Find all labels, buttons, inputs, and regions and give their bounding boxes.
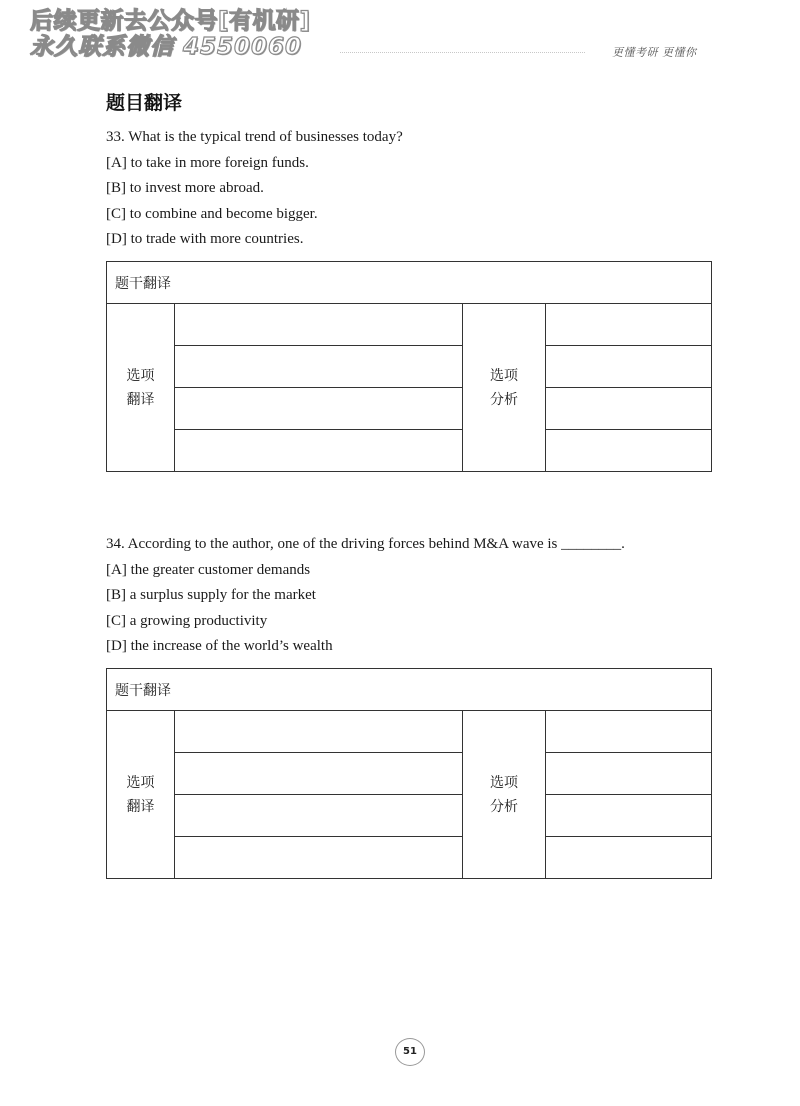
translation-answer-cell[interactable] bbox=[175, 304, 463, 346]
translation-table-34 bbox=[106, 668, 712, 879]
options-translation-label: 选项 翻译 bbox=[107, 711, 175, 879]
option-b: [B] a surplus supply for the market bbox=[106, 587, 316, 603]
analysis-answer-cell[interactable] bbox=[546, 346, 712, 388]
option-a: [A] the greater customer demands bbox=[106, 561, 311, 578]
translation-answer-cell[interactable] bbox=[175, 795, 463, 837]
page-number: 51 bbox=[395, 1038, 425, 1066]
header-divider bbox=[340, 52, 585, 53]
option-d: [D] the increase of the world’s wealth bbox=[106, 638, 333, 654]
option-c: [C] to combine and become bigger. bbox=[106, 205, 318, 222]
analysis-answer-cell[interactable] bbox=[546, 304, 712, 346]
options-analysis-label: 选项 分析 bbox=[463, 711, 546, 879]
analysis-answer-cell[interactable] bbox=[546, 795, 712, 837]
watermark bbox=[30, 8, 311, 60]
translation-answer-cell[interactable] bbox=[175, 711, 463, 753]
analysis-answer-cell[interactable] bbox=[546, 837, 712, 879]
options-analysis-label: 选项 分析 bbox=[463, 304, 546, 472]
watermark-line-2: 永久联系微信 4550060 bbox=[30, 34, 303, 60]
option-c: [C] a growing productivity bbox=[106, 612, 268, 629]
option-d: [D] to trade with more countries. bbox=[106, 231, 304, 247]
translation-answer-cell[interactable] bbox=[175, 753, 463, 795]
translation-answer-cell[interactable] bbox=[175, 837, 463, 879]
question-33 bbox=[106, 125, 403, 253]
translation-answer-cell[interactable] bbox=[175, 430, 463, 472]
translation-table-33 bbox=[106, 261, 712, 472]
watermark-line-1: 后续更新去公众号[有机研] bbox=[30, 8, 311, 34]
question-stem: 33. What is the typical trend of businesses today? bbox=[106, 129, 403, 145]
question-34 bbox=[106, 532, 625, 660]
translation-answer-cell[interactable] bbox=[175, 388, 463, 430]
analysis-answer-cell[interactable] bbox=[546, 430, 712, 472]
translation-answer-cell[interactable] bbox=[175, 346, 463, 388]
question-stem: 34. According to the author, one of the driving forces behind M&A wave is ________. bbox=[106, 536, 625, 552]
stem-translation-label: 题干翻译 bbox=[107, 262, 712, 304]
analysis-answer-cell[interactable] bbox=[546, 388, 712, 430]
analysis-answer-cell[interactable] bbox=[546, 711, 712, 753]
options-translation-label: 选项 翻译 bbox=[107, 304, 175, 472]
section-title: 题目翻译 bbox=[106, 92, 183, 114]
analysis-answer-cell[interactable] bbox=[546, 753, 712, 795]
header-tagline: 更懂考研 更懂你 bbox=[612, 46, 697, 59]
option-b: [B] to invest more abroad. bbox=[106, 180, 264, 196]
option-a: [A] to take in more foreign funds. bbox=[106, 154, 309, 171]
stem-translation-label: 题干翻译 bbox=[107, 669, 712, 711]
